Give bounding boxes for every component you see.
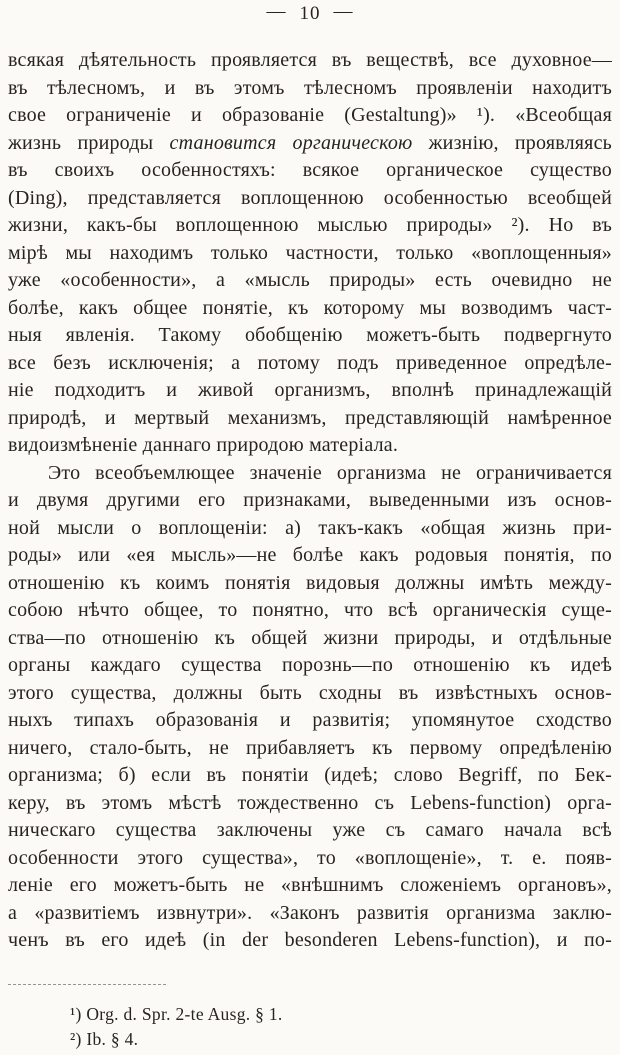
text-line: и двумя другими его признаками, выведенными изъ основ- xyxy=(8,489,612,511)
text-line: природѣ, и мертвый механизмъ, представляющій намѣренное xyxy=(8,406,612,429)
text-line: ченъ въ его идеѣ (in der besonderen Lebens-function), и по- xyxy=(8,929,612,951)
text-line: все безъ исключенія; а потому подъ приведенное опредѣле- xyxy=(8,351,612,374)
text-line: роды» или «ея мысль»—не болѣе какъ родовыя понятія, по xyxy=(8,544,612,566)
body-text xyxy=(8,47,612,955)
text-line: болѣе, какъ общее понятіе, къ которому мы возводимъ част- xyxy=(8,296,612,319)
text-line: ніе подходитъ и живой организмъ, вполнѣ принадлежащій xyxy=(8,379,612,401)
text-line: этого существа, должны быть сходны въ извѣстныхъ основ- xyxy=(8,681,612,704)
footnote-separator xyxy=(8,984,166,985)
page-header xyxy=(8,2,612,26)
text-line: ства—по отношенію къ общей жизни природы, и отдѣльные xyxy=(8,626,612,649)
text-line: жизни, какъ-бы воплощенною мыслью природы» ²). Но въ xyxy=(8,214,612,236)
text-line: а «развитіемъ извнутри». «Законъ развитія организма заклю- xyxy=(8,901,612,924)
page-number: 10 xyxy=(299,3,321,24)
text-line: въ своихъ особенностяхъ: всякое органическое существо xyxy=(8,159,612,181)
text-line: органы каждаго существа порознь—по отношенію къ идеѣ xyxy=(8,654,612,676)
header-dash-left: — xyxy=(266,1,287,22)
footnote: ¹) Org. d. Spr. 2-te Ausg. § 1. xyxy=(70,1003,283,1024)
text-line: особенности этого существа», то «воплощеніе», т. е. появ- xyxy=(8,846,612,869)
footnotes xyxy=(8,1002,612,1053)
text-line: собою нѣчто общее, то понятно, что всѣ органическія суще- xyxy=(8,599,612,621)
text-line: (Ding), представляется воплощенною особенностью всеобщей xyxy=(8,186,612,209)
text-line: ныхъ типахъ образованія и развитія; упомянутое сходство xyxy=(8,709,612,731)
text-line: отношенію къ коимъ понятія видовыя должны имѣть между- xyxy=(8,571,612,594)
text-line: всякая дѣятельность проявляется въ веществѣ, все духовное— xyxy=(8,49,612,71)
text-line: свое ограниченіе и образованіе (Gestaltung)» ¹). «Всеобщая xyxy=(8,104,612,126)
text-line: видоизмѣненіе даннаго природою матеріала. xyxy=(8,434,399,456)
text-line: уже «особенности», а «мысль природы» есть очевидно не xyxy=(8,269,612,291)
text-line: мірѣ мы находимъ только частности, только «воплощенныя» xyxy=(8,241,612,264)
text-line: жизнь природы становится органическою жизнію, проявляясь xyxy=(8,131,612,154)
footnote: ²) Ib. § 4. xyxy=(70,1029,139,1049)
text-line: леніе его можетъ-быть не «внѣшнимъ сложеніемъ органовъ», xyxy=(8,874,612,896)
text-line: ническаго существа заключены уже съ самаго начала всѣ xyxy=(8,819,612,841)
text-line: въ тѣлесномъ, и въ этомъ тѣлесномъ проявленіи находитъ xyxy=(8,76,612,99)
text-line: керу, въ этомъ мѣстѣ тождественно съ Lebens-function) орга- xyxy=(8,791,612,814)
text-line: ныя явленія. Такому обобщенію можетъ-быть подвергнуто xyxy=(8,324,612,346)
text-line: Это всеобъемлющее значеніе организма не ограничивается xyxy=(48,461,612,484)
header-dash-right: — xyxy=(333,1,354,22)
text-line: ничего, стало-быть, не прибавляетъ къ первому опредѣленію xyxy=(8,736,612,759)
text-line: ной мысли о воплощеніи: а) такъ-какъ «общая жизнь при- xyxy=(8,516,612,539)
text-line: организма; б) если въ понятіи (идеѣ; слово Begriff, по Бек- xyxy=(8,764,612,786)
